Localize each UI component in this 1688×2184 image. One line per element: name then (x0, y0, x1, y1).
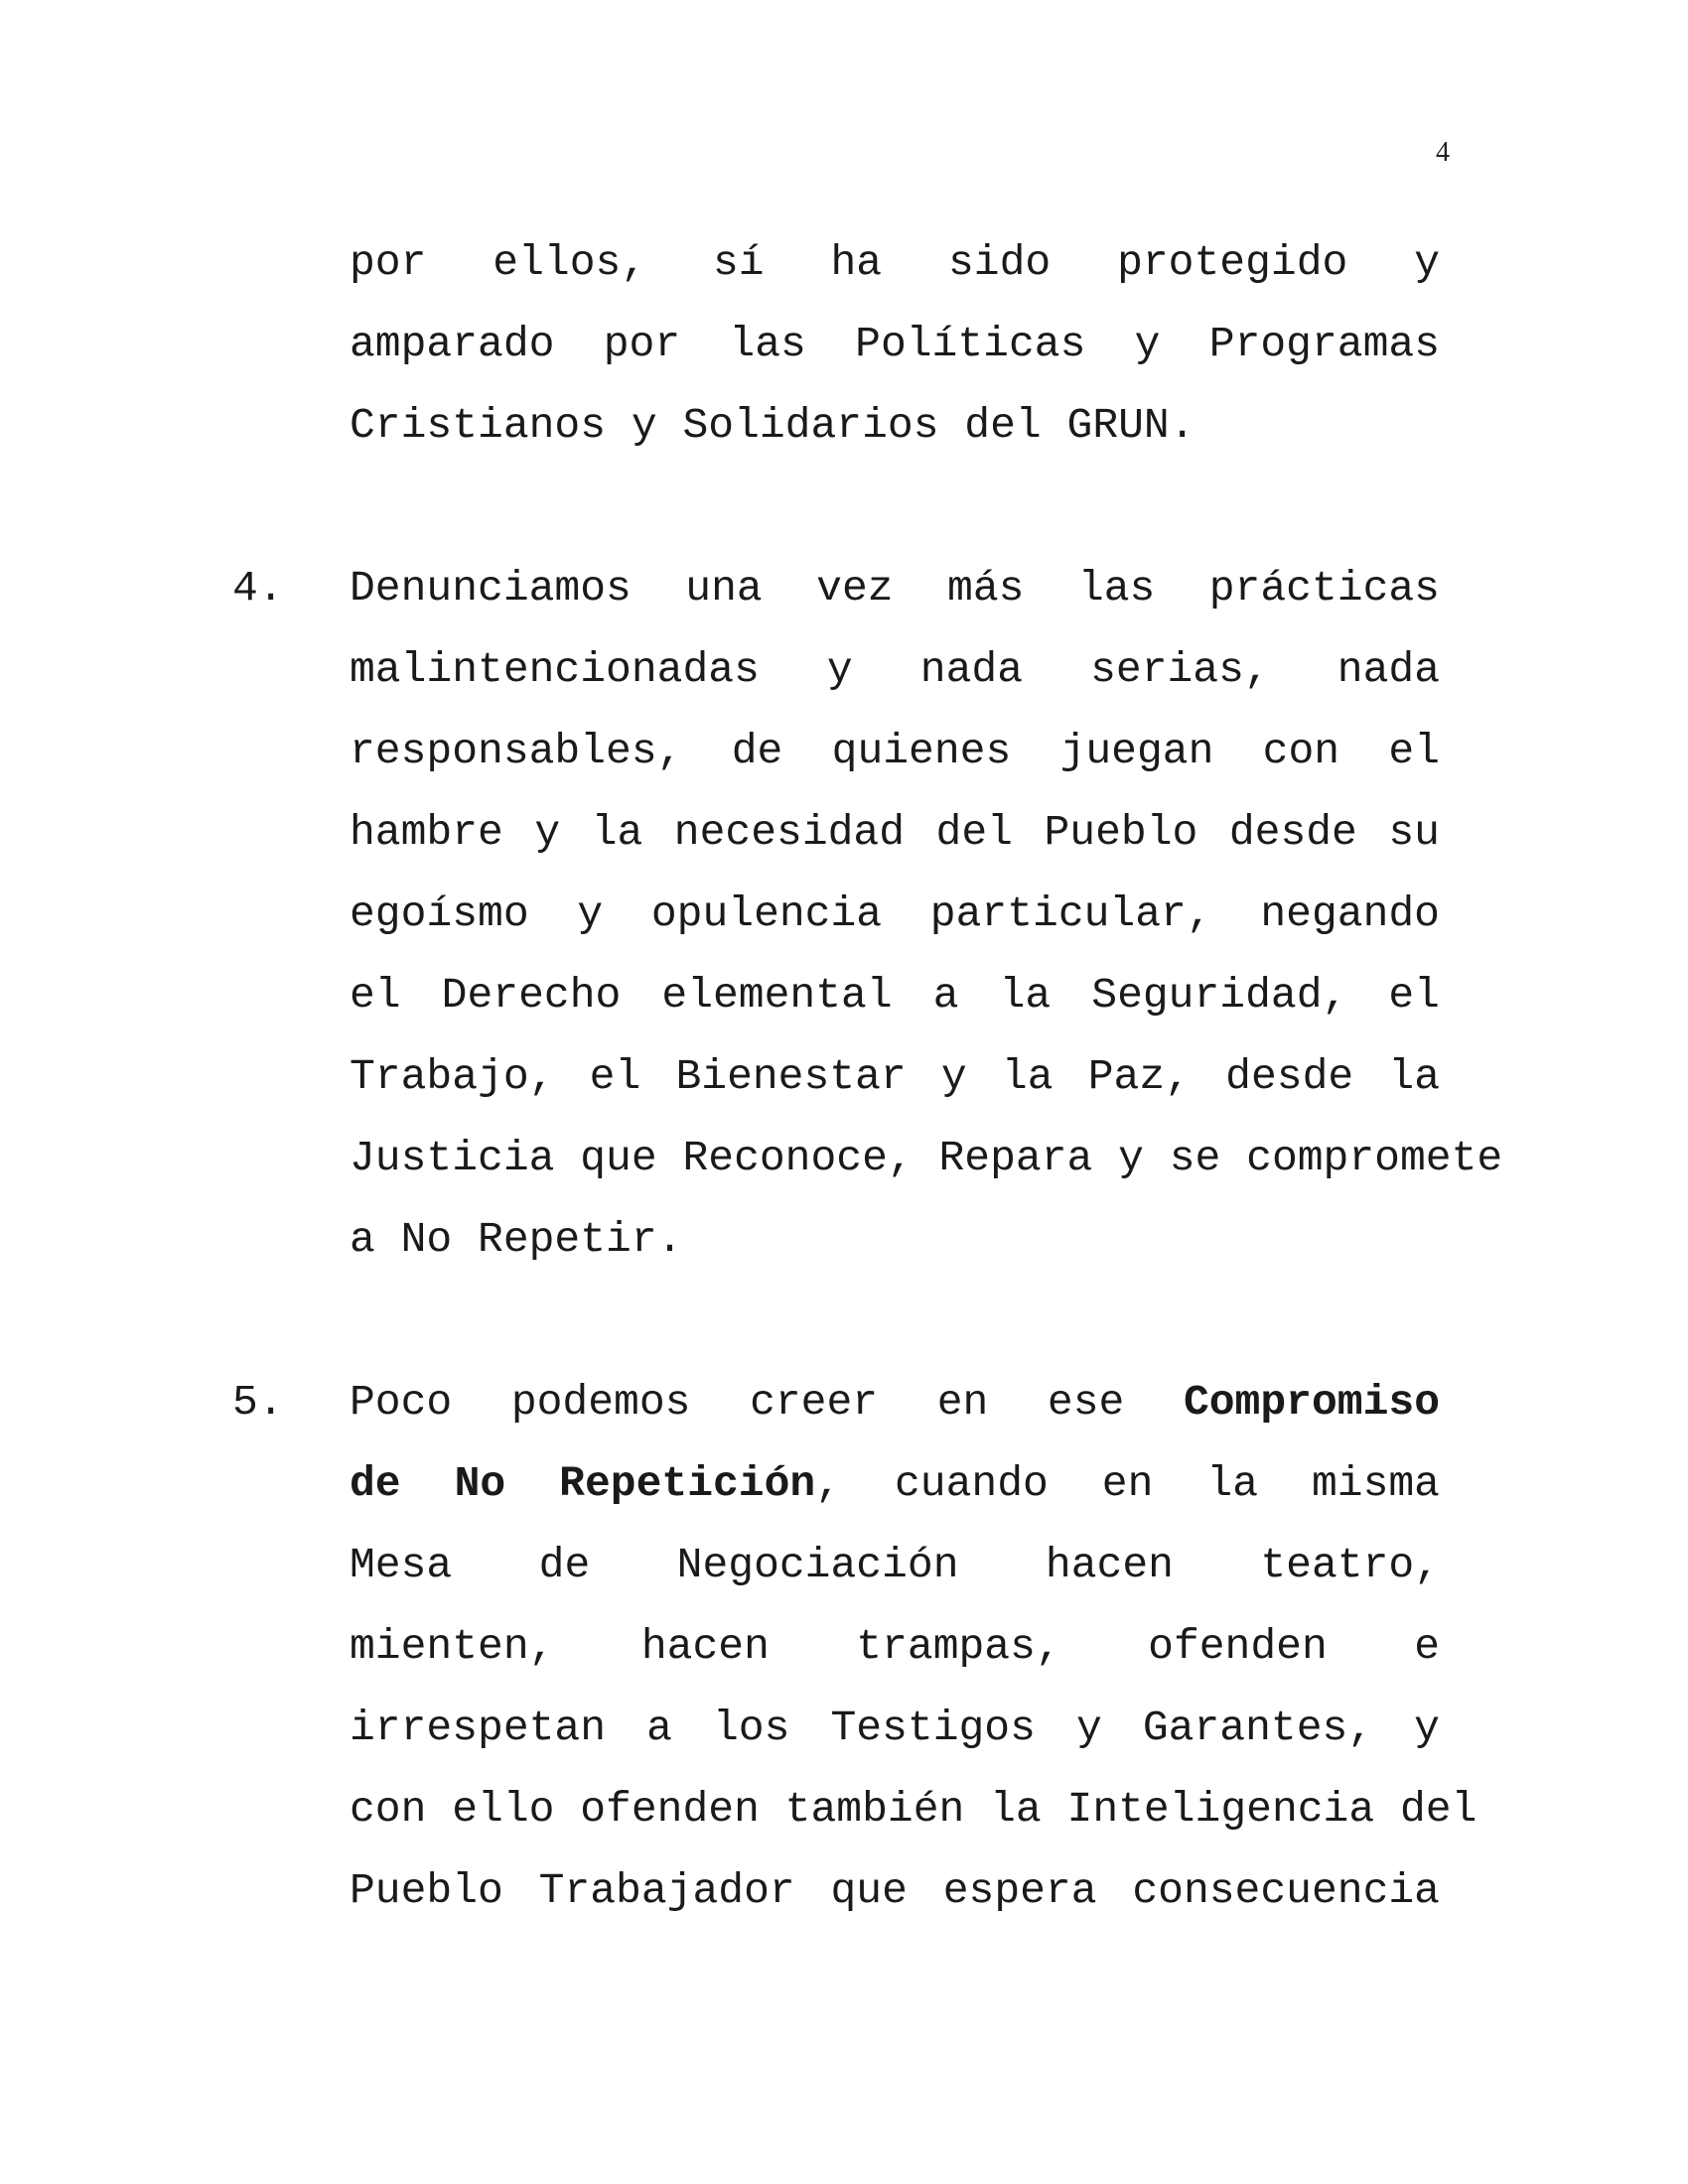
item-5-paragraph (350, 1362, 1477, 1932)
item-4-number: 4. (232, 564, 284, 613)
item-5-line2-text: , cuando en la misma (815, 1459, 1440, 1508)
page-number: 4 (1436, 137, 1450, 168)
intro-paragraph (350, 222, 1440, 467)
item-4-line: Justicia que Reconoce, Repara y se compromete (350, 1134, 1503, 1182)
item-5-line1-text: Poco podemos creer en ese (350, 1378, 1184, 1427)
item-4-paragraph (350, 548, 1503, 1281)
item-5-number: 5. (232, 1378, 284, 1427)
item-5-line (350, 1443, 1440, 1525)
intro-line: por ellos, sí ha sido protegido y (350, 238, 1440, 287)
item-4-line: hambre y la necesidad del Pueblo desde su (350, 808, 1440, 857)
compromiso-bold-text: Compromiso (1183, 1378, 1440, 1427)
item-4-line: Trabajo, el Bienestar y la Paz, desde la (350, 1052, 1440, 1101)
item-4-line: Denunciamos una vez más las prácticas (350, 564, 1440, 613)
no-repeticion-bold-text: de No Repetición (350, 1459, 816, 1508)
item-5-line: Mesa de Negociación hacen teatro, (350, 1541, 1440, 1589)
item-4-line: responsables, de quienes juegan con el (350, 727, 1440, 775)
item-4-line: egoísmo y opulencia particular, negando (350, 889, 1440, 938)
item-5-line (350, 1362, 1440, 1443)
item-5-line: irrespetan a los Testigos y Garantes, y (350, 1704, 1440, 1752)
intro-line: Cristianos y Solidarios del GRUN. (350, 401, 1196, 450)
item-5-line: con ello ofenden también la Inteligencia del (350, 1785, 1477, 1834)
item-5-line: Pueblo Trabajador que espera consecuencia (350, 1866, 1440, 1915)
item-5-line: mienten, hacen trampas, ofenden e (350, 1622, 1440, 1671)
item-4-line: malintencionadas y nada serias, nada (350, 645, 1440, 694)
intro-line: amparado por las Políticas y Programas (350, 320, 1440, 368)
item-4-line: a No Repetir. (350, 1215, 683, 1264)
item-4-line: el Derecho elemental a la Seguridad, el (350, 971, 1440, 1020)
